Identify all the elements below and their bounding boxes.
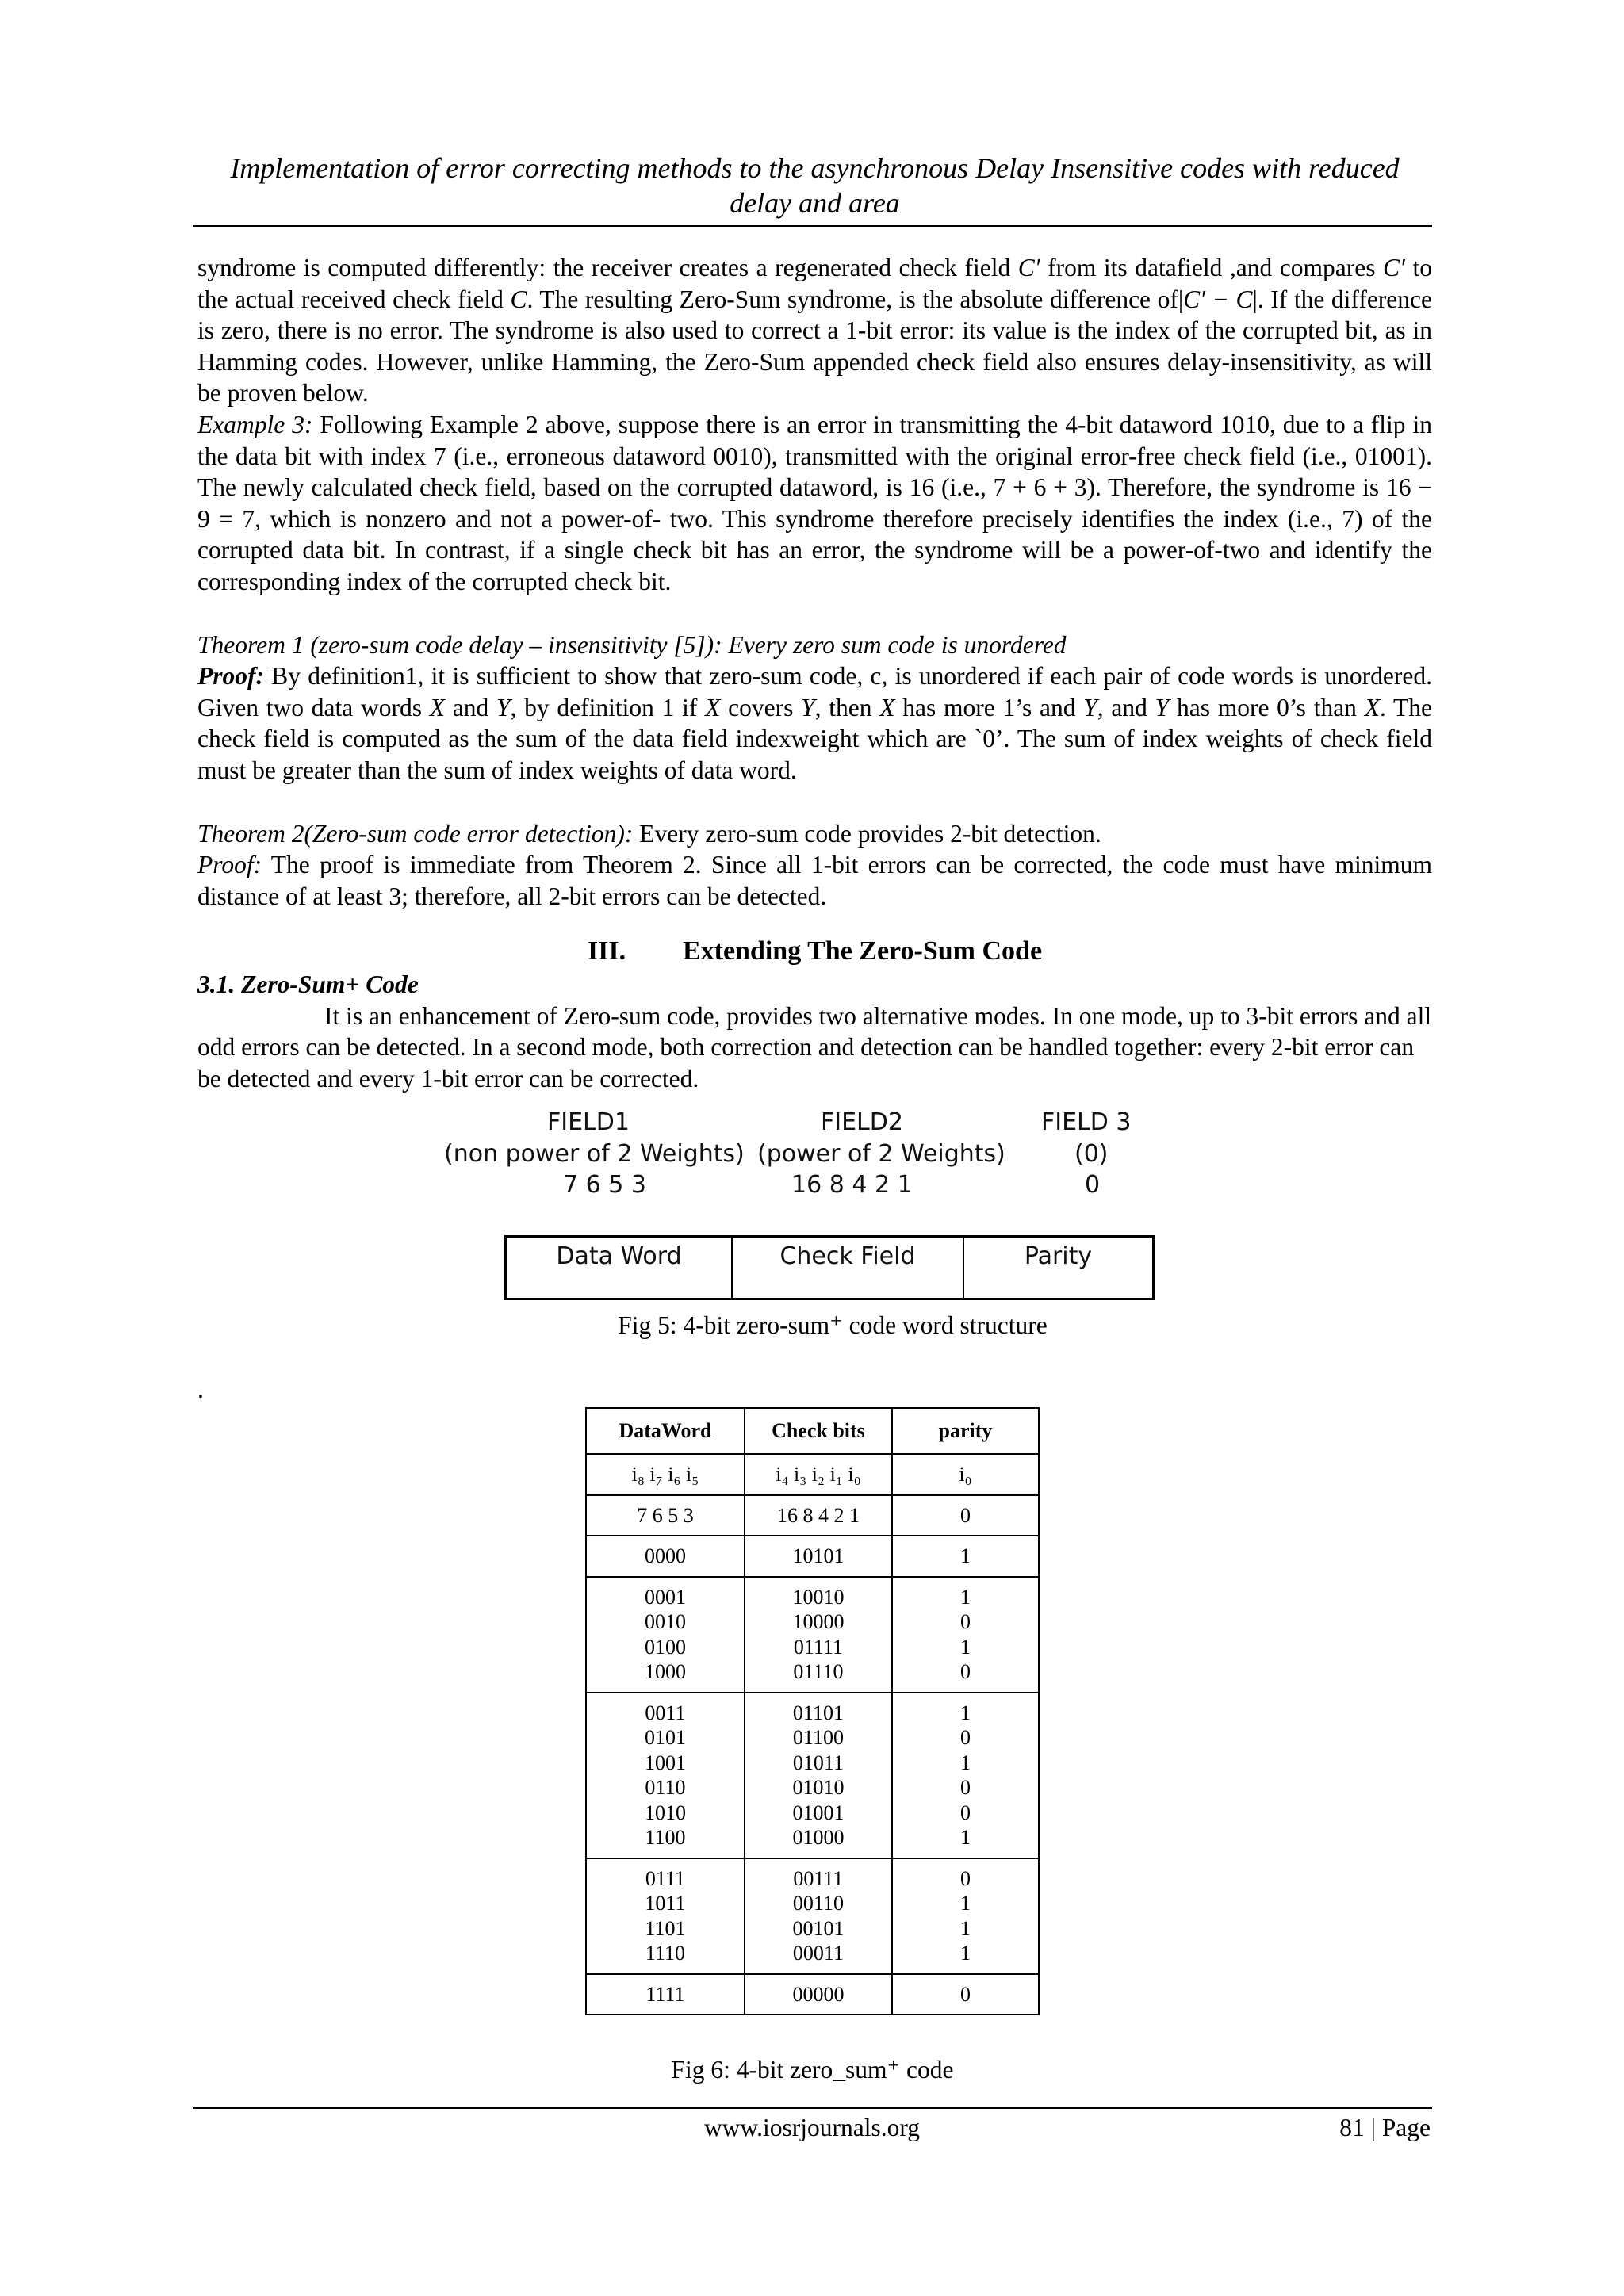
fig6-index-row bbox=[586, 1454, 1039, 1495]
table-cell-value: 1 bbox=[959, 1635, 971, 1659]
table-cell-value: 01110 bbox=[793, 1660, 844, 1683]
table-cell bbox=[892, 1974, 1039, 2015]
table-cell-value: 0 bbox=[959, 1726, 971, 1749]
table-cell-value: 01001 bbox=[792, 1800, 845, 1824]
footer-page-number: 81 | Page bbox=[1339, 2114, 1431, 2141]
table-cell-value: 01010 bbox=[792, 1776, 845, 1799]
table-cell-value: 1 bbox=[959, 1826, 971, 1849]
table-cell-value: 1001 bbox=[644, 1751, 686, 1774]
paragraph-example-3: Example 3: Following Example 2 above, suppose there is an error in transmitting the 4-bit dataword 1010, due to a flip in the data bit with index 7 (i.e., erroneous dataword 0010), transmitted with the original error-free check field (i.e., 01001). The newly calculated check field, based on the corrupted dataword, is 16 (i.e., 7 + 6 + 3). Therefore, the syndrome is 16 − 9 = 7, which is nonzero and not a power-of- two. This syndrome therefore precisely identifies the index (i.e., 7) of the corrupted data bit. In contrast, if a single check bit has an error, the syndrome will be a power-of-two and identify the corresponding index of the corrupted check bit. bbox=[197, 410, 1432, 595]
table-cell-value: 0 bbox=[959, 1776, 971, 1799]
table-cell bbox=[586, 1693, 745, 1858]
fig5-field3-sub: (0) bbox=[1074, 1140, 1109, 1168]
fig5-field1-sub: (non power of 2 Weights) bbox=[444, 1140, 745, 1168]
fig5-field2-weights: 16 8 4 2 1 bbox=[791, 1171, 913, 1199]
table-cell-value: 10010 bbox=[792, 1585, 845, 1609]
fig5-field1: FIELD1 bbox=[547, 1108, 630, 1136]
fig6-table bbox=[585, 1407, 1040, 2015]
fig5-data-word-cell: Data Word bbox=[507, 1238, 733, 1298]
table-cell bbox=[892, 1577, 1039, 1693]
fig5-check-field-cell: Check Field bbox=[733, 1238, 964, 1298]
table-cell-value: 0100 bbox=[644, 1635, 686, 1659]
table-cell-value: 1101 bbox=[645, 1916, 686, 1940]
theorem-1-proof: Proof: By definition1, it is sufficient to show that zero-sum code, c, is unordered if each pair of code words is unordered. Given two data words X and Y, by definition 1 if X covers Y, then X has more 1’s and Y, and Y has more 0’s than X. The check field is computed as the sum of the data field indexweight which are `0’. The sum of index weights of check field must be greater than the sum of index weights of data word. bbox=[197, 662, 1432, 784]
table-cell-value: 0110 bbox=[645, 1776, 686, 1799]
table-cell-value: 1 bbox=[959, 1751, 971, 1774]
theorem-2: Theorem 2(Zero-sum code error detection): Every zero-sum code provides 2-bit detection. bbox=[197, 819, 1101, 848]
theorem-2-proof: Proof: The proof is immediate from Theorem 2. Since all 1-bit errors can be corrected, the code must have minimum distance of at least 3; therefore, all 2-bit errors can be detected. bbox=[197, 851, 1432, 910]
table-cell: i₀ bbox=[892, 1454, 1039, 1495]
fig6-group-row bbox=[586, 1536, 1039, 1577]
table-cell bbox=[745, 1536, 892, 1577]
table-cell-value: 0 bbox=[959, 1866, 971, 1890]
table-cell bbox=[586, 1858, 745, 1974]
table-cell-value: 1 bbox=[959, 1544, 971, 1567]
running-header-title: Implementation of error correcting methods to the asynchronous Delay Insensitive codes with reduced delay and area bbox=[230, 152, 1400, 219]
table-cell-value: 1 bbox=[959, 1892, 971, 1915]
table-cell-value: 1 bbox=[959, 1942, 971, 1965]
table-cell-value: 01000 bbox=[792, 1826, 845, 1849]
table-cell-value: 00111 bbox=[793, 1866, 844, 1890]
table-cell-value: 1 bbox=[959, 1916, 971, 1940]
table-cell bbox=[745, 1693, 892, 1858]
table-cell-value: 10101 bbox=[792, 1544, 845, 1567]
fig5-codeword-box bbox=[504, 1235, 1155, 1300]
table-cell-value: 1 bbox=[959, 1701, 971, 1724]
table-cell-value: 0010 bbox=[644, 1610, 686, 1633]
table-cell-value: 1000 bbox=[644, 1660, 686, 1683]
fig6-group-row bbox=[586, 1974, 1039, 2015]
table-cell-value: 01100 bbox=[792, 1726, 844, 1749]
fig5-field2-sub: (power of 2 Weights) bbox=[757, 1140, 1005, 1168]
table-cell-value: 0 bbox=[959, 1800, 971, 1824]
table-cell-value: 01011 bbox=[792, 1751, 844, 1774]
fig5-caption: Fig 5: 4-bit zero-sum⁺ code word structure bbox=[618, 1311, 1048, 1339]
table-cell bbox=[745, 1577, 892, 1693]
table-cell-value: 1010 bbox=[644, 1800, 686, 1824]
paragraph-syndrome: syndrome is computed differently: the receiver creates a regenerated check field C′ from its datafield ,and compares C′ to the actual received check field C. The resulting Zero-Sum syndrome, is the absolute difference of|C′ − C|. If the difference is zero, there is no error. The syndrome is also used to correct a 1-bit error: its value is the index of the corrupted bit, as in Hamming codes. However, unlike Hamming, the Zero-Sum appended check field also ensures delay-insensitivity, as will be proven below. bbox=[197, 254, 1432, 408]
table-cell-value: 00110 bbox=[792, 1892, 844, 1915]
table-cell-value: 0 bbox=[959, 1982, 971, 2006]
fig5-field3: FIELD 3 bbox=[1041, 1108, 1132, 1136]
fig6-header-check-bits: Check bits bbox=[745, 1408, 892, 1454]
fig5-parity-cell: Parity bbox=[1024, 1242, 1093, 1270]
table-cell: i₈ i₇ i₆ i₅ bbox=[586, 1454, 745, 1495]
table-cell-value: 00011 bbox=[792, 1942, 844, 1965]
table-cell-value: 0111 bbox=[645, 1866, 685, 1890]
table-cell-value: 1100 bbox=[645, 1826, 686, 1849]
table-cell-value: 1011 bbox=[645, 1892, 686, 1915]
section-heading: III. Extending The Zero-Sum Code bbox=[587, 936, 1043, 966]
table-cell-value: 0001 bbox=[644, 1585, 686, 1609]
table-cell-value: 1 bbox=[959, 1585, 971, 1609]
table-cell-value: 00000 bbox=[792, 1982, 845, 2006]
table-cell bbox=[892, 1536, 1039, 1577]
theorem-1-title: Theorem 1 (zero-sum code delay – insensitivity [5]): Every zero sum code is unordered bbox=[197, 630, 1067, 659]
table-cell: 0 bbox=[892, 1495, 1039, 1536]
fig5-field1-weights: 7 6 5 3 bbox=[563, 1171, 646, 1199]
fig5-field3-weight: 0 bbox=[1085, 1171, 1101, 1199]
fig6-weight-row bbox=[586, 1495, 1039, 1536]
table-cell: 16 8 4 2 1 bbox=[745, 1495, 892, 1536]
fig6-group-row bbox=[586, 1577, 1039, 1693]
table-cell bbox=[892, 1858, 1039, 1974]
fig6-header-row bbox=[586, 1408, 1039, 1454]
table-cell bbox=[892, 1693, 1039, 1858]
table-cell-value: 0011 bbox=[645, 1701, 686, 1724]
table-cell bbox=[745, 1974, 892, 2015]
table-cell-value: 1110 bbox=[645, 1942, 685, 1965]
header-rule bbox=[193, 225, 1432, 227]
table-cell bbox=[586, 1536, 745, 1577]
table-cell-value: 1111 bbox=[645, 1982, 685, 2006]
subsection-heading: 3.1. Zero-Sum+ Code bbox=[197, 970, 419, 999]
fig6-header-dataword: DataWord bbox=[586, 1408, 745, 1454]
fig6-header-parity: parity bbox=[892, 1408, 1039, 1454]
fig6-group-row bbox=[586, 1858, 1039, 1974]
table-cell bbox=[586, 1577, 745, 1693]
table-cell: 7 6 5 3 bbox=[586, 1495, 745, 1536]
fig5-field2: FIELD2 bbox=[821, 1108, 903, 1136]
body-text bbox=[197, 252, 1432, 1095]
footer-website: www.iosrjournals.org bbox=[703, 2114, 921, 2141]
paragraph-extension: It is an enhancement of Zero-sum code, provides two alternative modes. In one mode, up to 3-bit errors and all odd errors can be detected. In a second mode, both correction and detection can be handled together: every 2-bit error can be detected and every 1-bit error can be corrected. bbox=[197, 1001, 1432, 1093]
footer-rule bbox=[193, 2107, 1432, 2109]
table-cell-value: 0101 bbox=[644, 1726, 686, 1749]
table-cell-value: 10000 bbox=[792, 1610, 845, 1633]
table-cell-value: 0000 bbox=[644, 1544, 686, 1567]
table-cell-value: 01111 bbox=[793, 1635, 843, 1659]
table-cell bbox=[745, 1858, 892, 1974]
table-cell: i₄ i₃ i₂ i₁ i₀ bbox=[745, 1454, 892, 1495]
fig6-caption: Fig 6: 4-bit zero_sum⁺ code bbox=[671, 2056, 954, 2084]
figure-5 bbox=[444, 1108, 1158, 1307]
stray-dot: . bbox=[197, 1376, 204, 1403]
table-cell bbox=[586, 1974, 745, 2015]
table-cell-value: 00101 bbox=[792, 1916, 845, 1940]
table-cell-value: 01101 bbox=[792, 1701, 844, 1724]
table-cell-value: 0 bbox=[959, 1610, 971, 1633]
fig6-group-row bbox=[586, 1693, 1039, 1858]
table-cell-value: 0 bbox=[959, 1660, 971, 1683]
